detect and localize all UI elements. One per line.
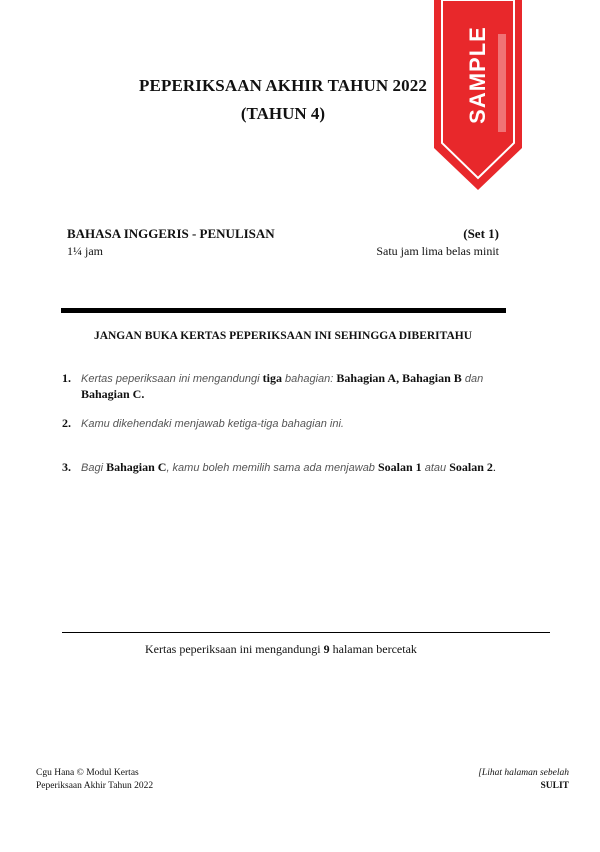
sulit-label: SULIT <box>540 781 569 791</box>
exam-title: PEPERIKSAAN AKHIR TAHUN 2022 <box>139 76 427 95</box>
instruction-item <box>62 416 517 432</box>
subject-name: BAHASA INGGERIS - PENULISAN <box>67 226 275 241</box>
instruction-text: Kamu dikehendaki menjawab ketiga-tiga bahagian ini. <box>81 418 344 430</box>
footer-credit: Cgu Hana © Modul Kertas Peperiksaan Akhir Tahun 2022 <box>36 768 154 791</box>
instruction-text: Bagi Bahagian C, kamu boleh memilih sama ada menjawab Soalan 1 atau Soalan 2. <box>81 460 496 474</box>
duration-in-words: Satu jam lima belas minit <box>376 244 499 258</box>
instruction-number: 3. <box>62 460 71 474</box>
instruction-number: 1. <box>62 371 71 385</box>
stamp-label: SAMPLE <box>465 26 490 124</box>
instruction-number: 2. <box>62 416 71 430</box>
instruction-item <box>62 371 517 402</box>
instruction-text: Kertas peperiksaan ini mengandungi tiga bahagian: Bahagian A, Bahagian B dan Bahagian C. <box>81 371 484 401</box>
sample-stamp <box>432 0 524 192</box>
warning-notice: JANGAN BUKA KERTAS PEPERIKSAAN INI SEHINGGA DIBERITAHU <box>93 330 473 342</box>
duration: 1¼ jam <box>67 244 103 258</box>
thick-divider <box>61 308 506 313</box>
footer-next-page: [Lihat halaman sebelah SULIT <box>478 768 569 791</box>
set-number: (Set 1) <box>463 226 499 241</box>
page-count: 9 <box>323 642 330 656</box>
page-count-note: Kertas peperiksaan ini mengandungi 9 halaman bercetak <box>145 642 417 656</box>
instruction-item <box>62 460 517 476</box>
exam-year-level: (TAHUN 4) <box>240 104 326 123</box>
thin-divider <box>62 632 550 633</box>
